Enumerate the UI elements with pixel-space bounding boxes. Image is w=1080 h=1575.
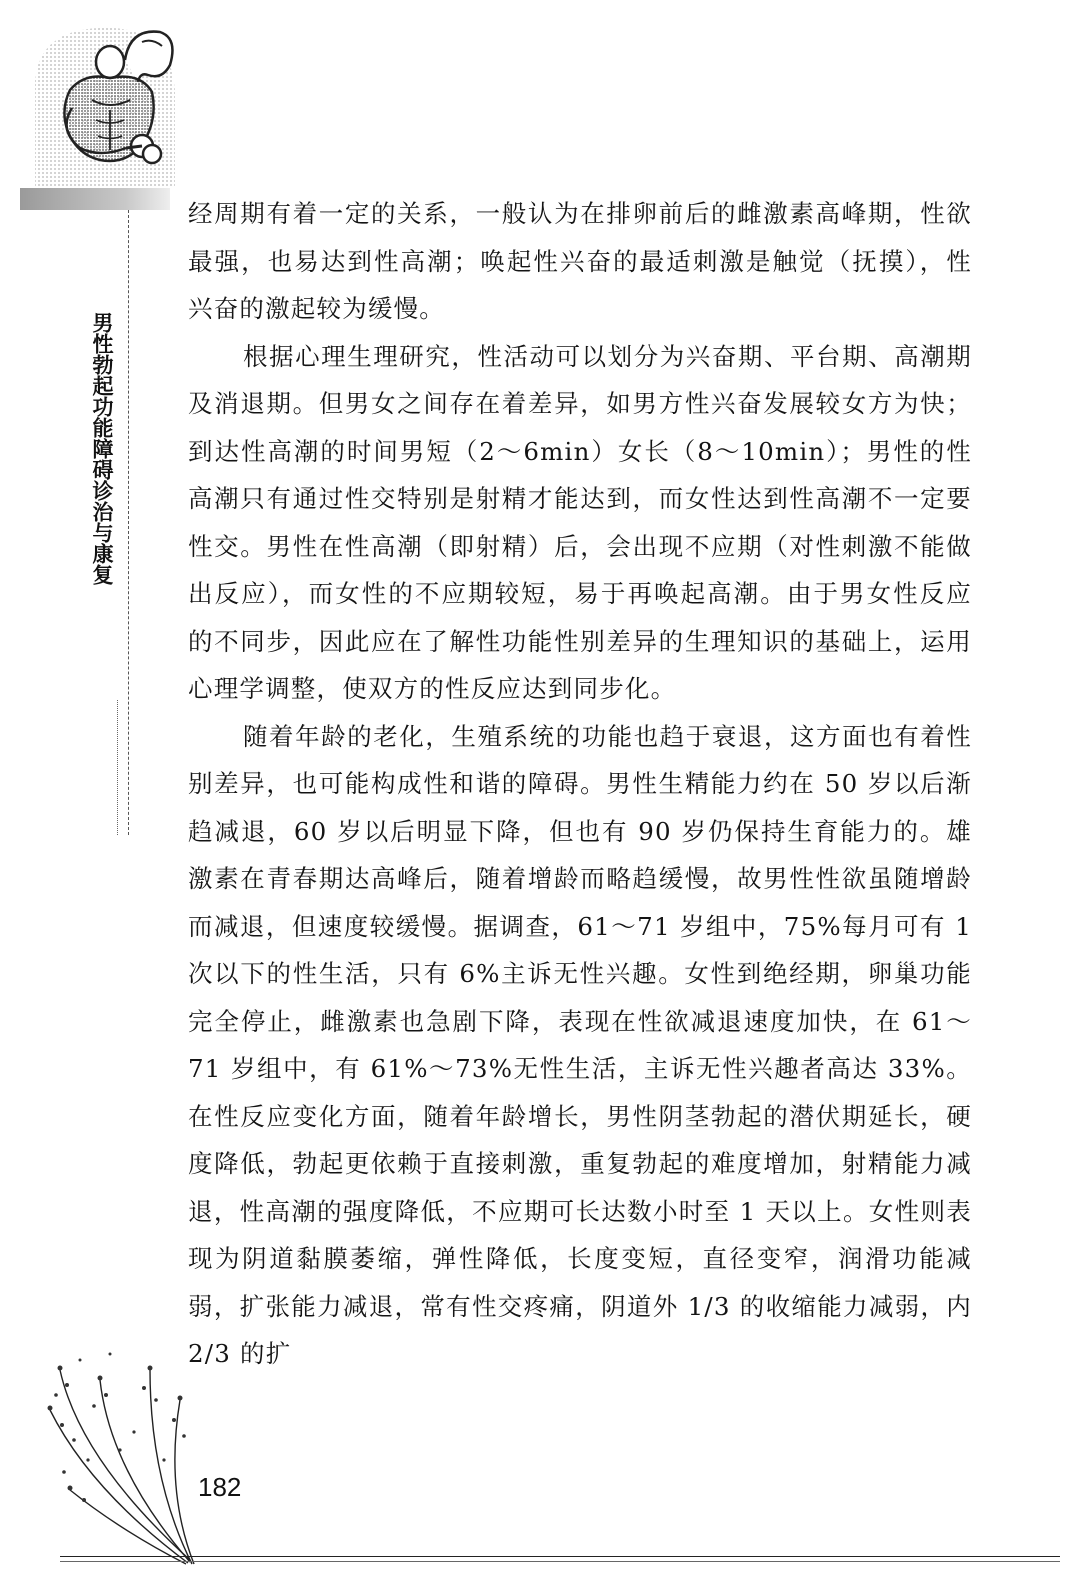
paragraph: 随着年龄的老化，生殖系统的功能也趋于衰退，这方面也有着性别差异，也可能构成性和谐的障碍。男性生精能力约在 50 岁以后渐趋减退，60 岁以后明显下降，但也有 90 岁仍保持生育能力的。雄激素在青春期达高峰后，随着增龄而略趋缓慢，故男性性欲虽随增龄而减退，但速度较缓慢。据调查，61～71 岁组中，75%每月可有 1 次以下的性生活，只有 6%主诉无性兴趣。女性到绝经期，卵巢功能完全停止，雌激素也急剧下降，表现在性欲减退速度加快，在 61～71 岁组中，有 61%～73%无性生活，主诉无性兴趣者高达 33%。在性反应变化方面，随着年龄增长，男性阴茎勃起的潜伏期延长，硬度降低，勃起更依赖于直接刺激，重复勃起的难度增加，射精能力减退，性高潮的强度降低，不应期可长达数小时至 1 天以上。女性则表现为阴道黏膜萎缩，弹性降低，长度变短，直径变窄，润滑功能减弱，扩张能力减退，常有性交疼痛，阴道外 1/3 的收缩能力减弱，内 2/3 的扩	[188, 721, 972, 1368]
paragraph: 经周期有着一定的关系，一般认为在排卵前后的雌激素高峰期，性欲最强，也易达到性高潮；唤起性兴奋的最适刺激是触觉（抚摸），性兴奋的激起较为缓慢。	[188, 199, 972, 323]
flower-sprig-icon	[40, 1340, 220, 1571]
body-text	[188, 190, 972, 1378]
muscleman-illustration-icon	[30, 20, 185, 195]
vertical-rule-secondary	[117, 700, 118, 835]
page-number: 182	[198, 1472, 242, 1502]
footer-rule	[60, 1556, 1060, 1562]
book-title: 男性勃起功能障碍诊治与康复	[90, 312, 114, 585]
paragraph: 根据心理生理研究，性活动可以划分为兴奋期、平台期、高潮期及消退期。但男女之间存在着差异，如男方性兴奋发展较女方为快；到达性高潮的时间男短（2～6min）女长（8～10min）；男性的性高潮只有通过性交特别是射精才能达到，而女性达到性高潮不一定要性交。男性在性高潮（即射精）后，会出现不应期（对性刺激不能做出反应），而女性的不应期较短，易于再唤起高潮。由于男女性反应的不同步，因此应在了解性功能性别差异的生理知识的基础上，运用心理学调整，使双方的性反应达到同步化。	[188, 341, 972, 703]
vertical-rule	[128, 210, 129, 835]
header-bar	[20, 188, 170, 210]
